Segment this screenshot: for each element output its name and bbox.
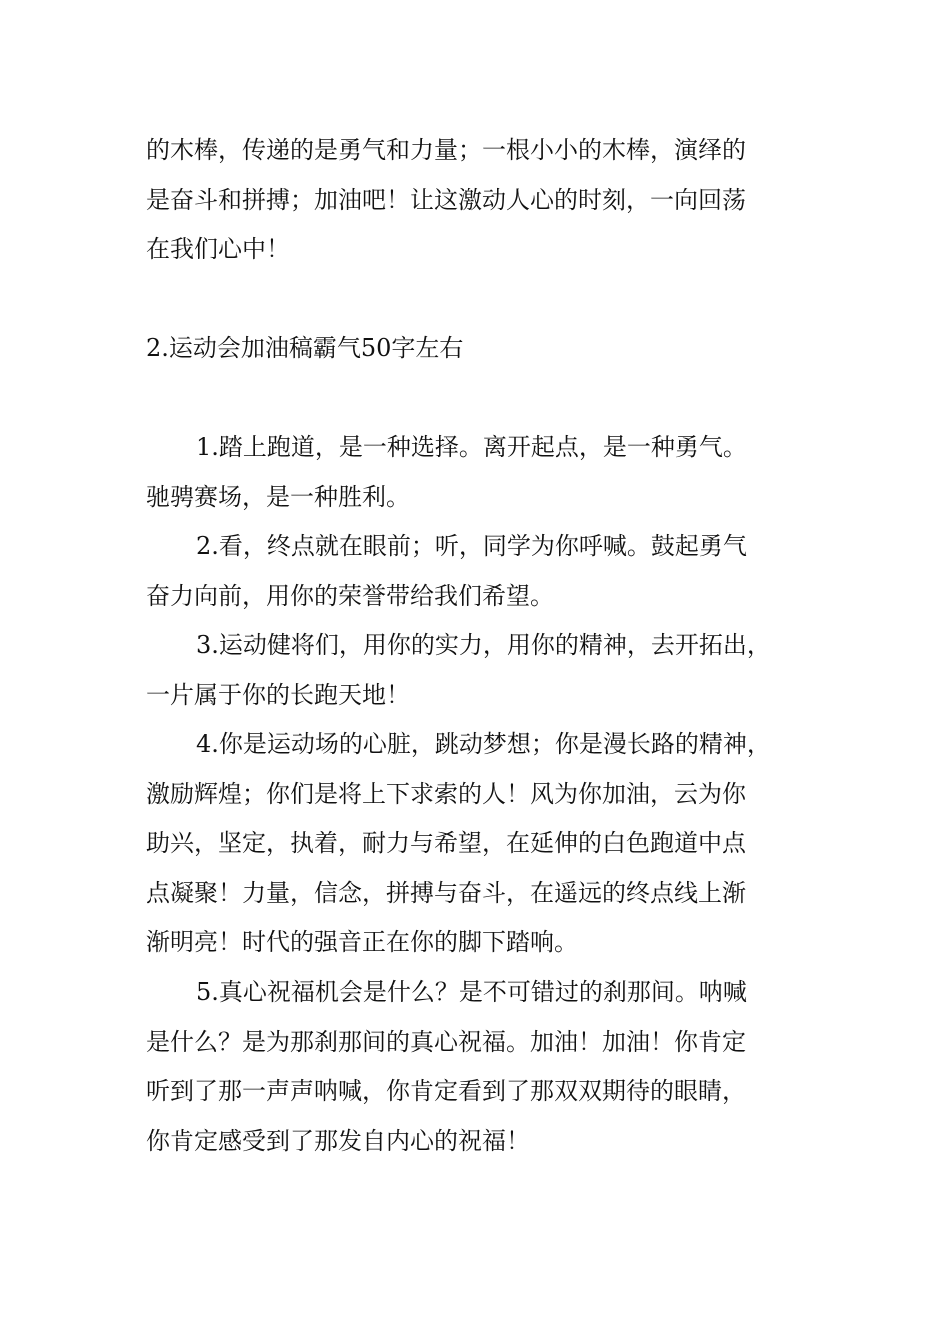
paragraph-line: 助兴，坚定，执着，耐力与希望，在延伸的白色跑道中点 xyxy=(146,829,746,857)
paragraph-line: 你肯定感受到了那发自内心的祝福！ xyxy=(146,1126,530,1155)
paragraph-line: 5.真心祝福机会是什么？是不可错过的刹那间。呐喊 xyxy=(196,978,747,1006)
intro-paragraph xyxy=(146,126,826,275)
cheer-item-5 xyxy=(146,968,826,1166)
paragraph-line: 点凝聚！力量，信念，拼搏与奋斗，在遥远的终点线上渐 xyxy=(146,878,746,907)
paragraph-line: 是什么？是为那刹那间的真心祝福。加油！加油！你肯定 xyxy=(146,1027,746,1056)
paragraph-line: 4.你是运动场的心脏，跳动梦想；你是漫长路的精神， xyxy=(196,730,771,758)
paragraph-line: 一片属于你的长跑天地！ xyxy=(146,680,410,709)
paragraph-line: 是奋斗和拼搏；加油吧！让这激动人心的时刻，一向回荡 xyxy=(146,185,746,214)
paragraph-line: 2.看，终点就在眼前；听，同学为你呼喊。鼓起勇气 xyxy=(196,532,747,560)
paragraph-line: 听到了那一声声呐喊，你肯定看到了那双双期待的眼睛， xyxy=(146,1077,746,1105)
paragraph-line: 在我们心中！ xyxy=(146,235,290,263)
paragraph-line: 的木棒，传递的是勇气和力量；一根小小的木棒，演绎的 xyxy=(146,136,746,164)
section-heading: 2.运动会加油稿霸气50字左右 xyxy=(146,334,464,362)
paragraph-line: 激励辉煌；你们是将上下求索的人！风为你加油，云为你 xyxy=(146,779,746,808)
paragraph-line: 渐明亮！时代的强音正在你的脚下踏响。 xyxy=(146,928,578,956)
paragraph-line: 奋力向前，用你的荣誉带给我们希望。 xyxy=(146,581,554,610)
paragraph-line: 驰骋赛场，是一种胜利。 xyxy=(146,482,410,511)
cheer-item-4 xyxy=(146,720,826,968)
paragraph-line: 1.踏上跑道，是一种选择。离开起点，是一种勇气。 xyxy=(196,433,747,461)
cheer-item-1 xyxy=(146,423,826,522)
cheer-item-3 xyxy=(146,621,826,720)
paragraph-line: 3.运动健将们，用你的实力，用你的精神，去开拓出， xyxy=(196,631,771,659)
cheer-item-2 xyxy=(146,522,826,621)
